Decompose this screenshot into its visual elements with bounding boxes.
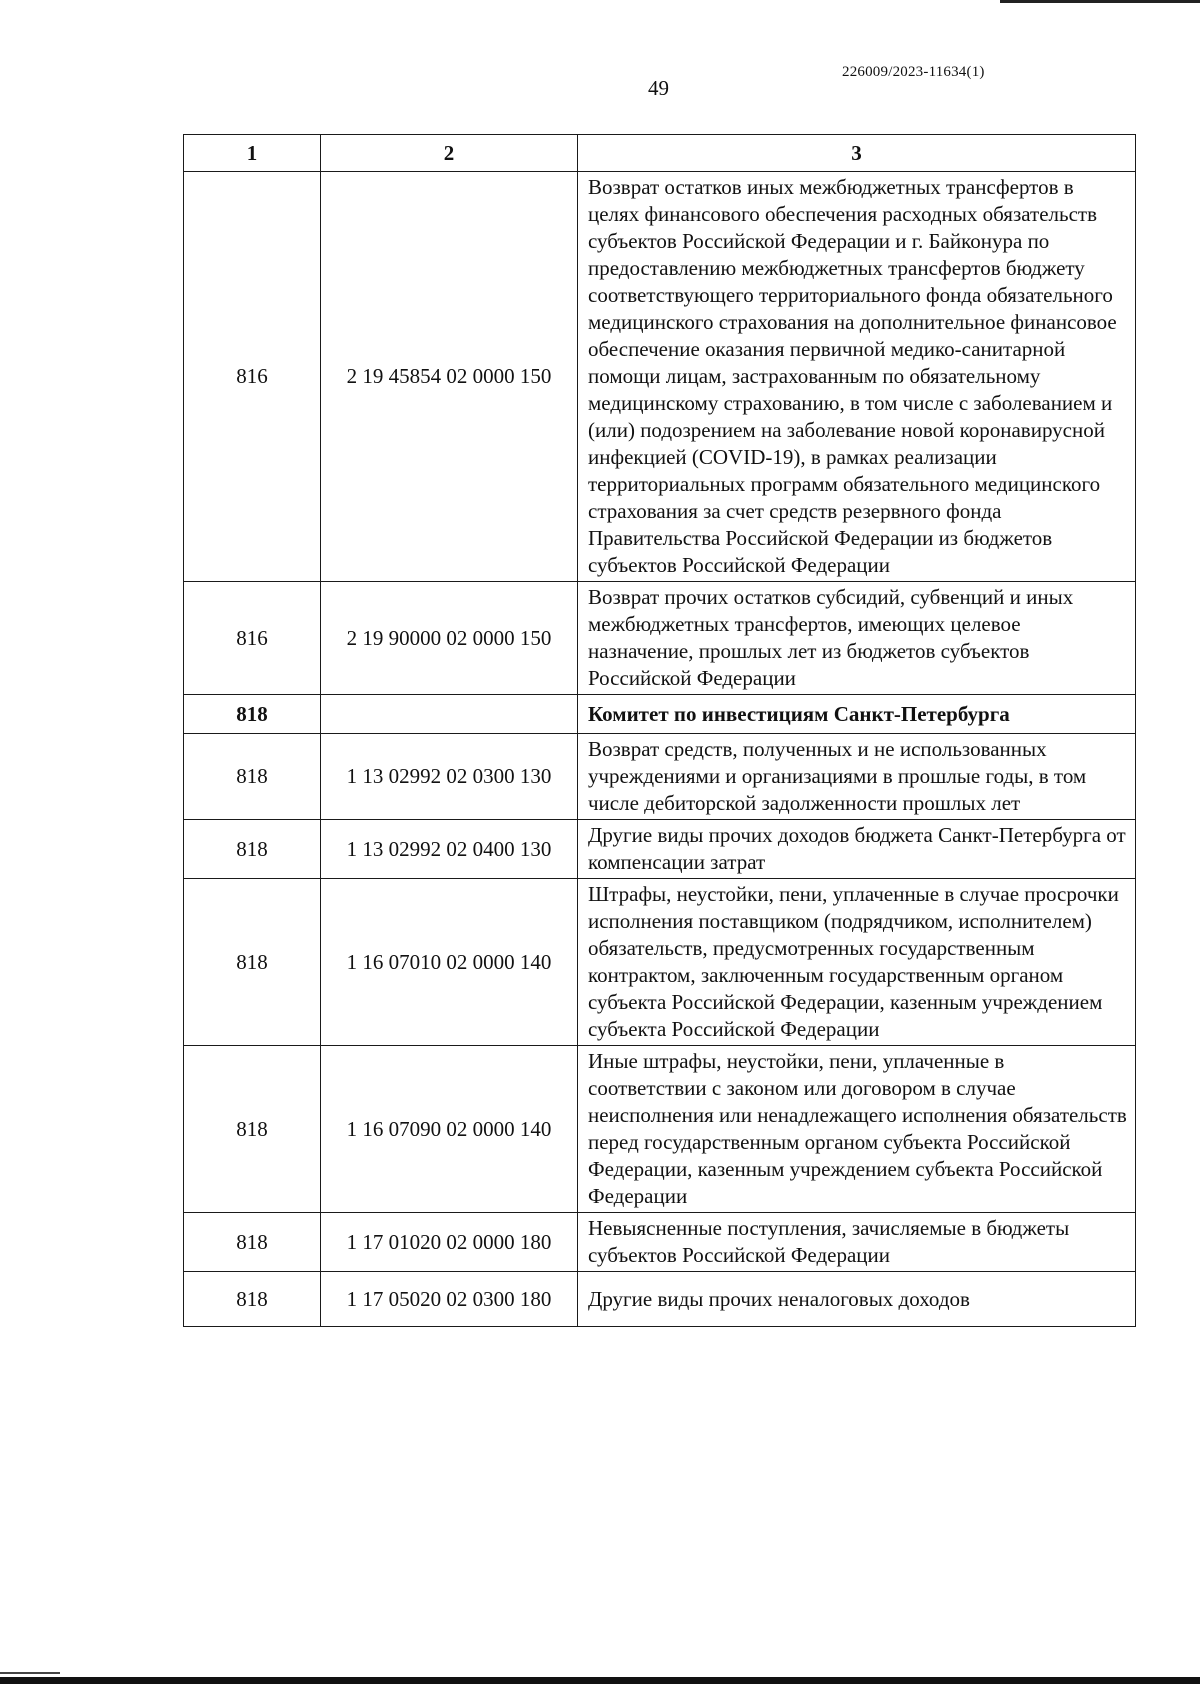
group-title-cell: Комитет по инвестициям Санкт-Петербурга xyxy=(578,695,1136,734)
table-row xyxy=(184,820,1136,879)
page-number: 49 xyxy=(648,76,669,100)
admin-code-cell: 818 xyxy=(184,879,321,1046)
description-cell: Возврат средств, полученных и не использованных учреждениями и организациями в прошлые годы, в том числе дебиторской задолженности прошлых лет xyxy=(578,734,1136,820)
column-header-3: 3 xyxy=(578,135,1136,172)
admin-code-cell: 818 xyxy=(184,734,321,820)
description-cell: Другие виды прочих доходов бюджета Санкт-Петербурга от компенсации затрат xyxy=(578,820,1136,879)
admin-code-cell: 818 xyxy=(184,1046,321,1213)
budget-code-cell: 2 19 45854 02 0000 150 xyxy=(321,172,578,582)
description-cell: Возврат прочих остатков субсидий, субвенций и иных межбюджетных трансфертов, имеющих целевое назначение, прошлых лет из бюджетов субъектов Российской Федерации xyxy=(578,582,1136,695)
admin-code-cell: 816 xyxy=(184,582,321,695)
column-header-2: 2 xyxy=(321,135,578,172)
admin-code-cell: 818 xyxy=(184,695,321,734)
table-row xyxy=(184,1046,1136,1213)
description-cell: Штрафы, неустойки, пени, уплаченные в случае просрочки исполнения поставщиком (подрядчиком, исполнителем) обязательств, предусмотренных государственным контрактом, заключенным государственным органом субъекта Российской Федерации, казенным учреждением субъекта Российской Федерации xyxy=(578,879,1136,1046)
table-row xyxy=(184,879,1136,1046)
description-cell: Невыясненные поступления, зачисляемые в бюджеты субъектов Российской Федерации xyxy=(578,1213,1136,1272)
admin-code-cell: 816 xyxy=(184,172,321,582)
budget-code-cell: 1 17 05020 02 0300 180 xyxy=(321,1272,578,1327)
bottom-edge-bar xyxy=(0,1677,1200,1684)
table-header-row xyxy=(184,135,1136,172)
table-row xyxy=(184,734,1136,820)
budget-code-cell: 1 16 07010 02 0000 140 xyxy=(321,879,578,1046)
budget-code-cell xyxy=(321,695,578,734)
table-row xyxy=(184,1213,1136,1272)
budget-code-cell: 1 17 01020 02 0000 180 xyxy=(321,1213,578,1272)
description-cell: Иные штрафы, неустойки, пени, уплаченные в соответствии с законом или договором в случае неисполнения или ненадлежащего исполнения обязательств перед государственным органом субъекта Российской Федерации, казенным учреждением субъекта Российской Федерации xyxy=(578,1046,1136,1213)
admin-code-cell: 818 xyxy=(184,1213,321,1272)
budget-code-cell: 1 13 02992 02 0300 130 xyxy=(321,734,578,820)
budget-code-cell: 1 16 07090 02 0000 140 xyxy=(321,1046,578,1213)
document-number: 226009/2023-11634(1) xyxy=(842,64,985,80)
scan-edge-mark xyxy=(0,1672,60,1674)
column-header-1: 1 xyxy=(184,135,321,172)
table-group-row xyxy=(184,695,1136,734)
table-row xyxy=(184,582,1136,695)
description-cell: Другие виды прочих неналоговых доходов xyxy=(578,1272,1136,1327)
description-cell: Возврат остатков иных межбюджетных трансфертов в целях финансового обеспечения расходных обязательств субъектов Российской Федерации и г. Байконура по предоставлению межбюджетных трансфертов бюджету соответствующего территориального фонда обязательного медицинского страхования на дополнительное финансовое обеспечение оказания первичной медико-санитарной помощи лицам, застрахованным по обязательному медицинскому страхованию, в том числе с заболеванием и (или) подозрением на заболевание новой коронавирусной инфекцией (COVID-19), в рамках реализации территориальных программ обязательного медицинского страхования за счет средств резервного фонда Правительства Российской Федерации из бюджетов субъектов Российской Федерации xyxy=(578,172,1136,582)
budget-classification-table xyxy=(183,134,1136,1327)
table-row xyxy=(184,1272,1136,1327)
budget-code-cell: 2 19 90000 02 0000 150 xyxy=(321,582,578,695)
budget-code-cell: 1 13 02992 02 0400 130 xyxy=(321,820,578,879)
table-row xyxy=(184,172,1136,582)
admin-code-cell: 818 xyxy=(184,820,321,879)
top-edge-line xyxy=(1000,0,1200,3)
admin-code-cell: 818 xyxy=(184,1272,321,1327)
